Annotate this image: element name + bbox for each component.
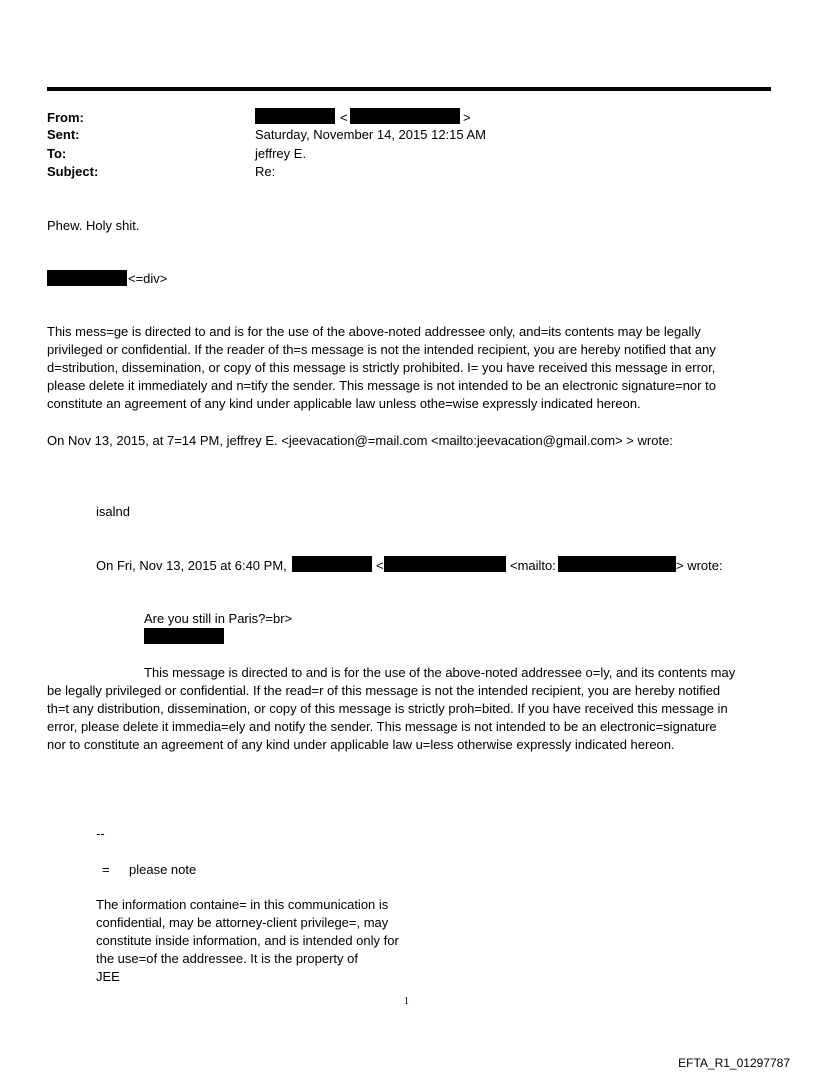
- signature-info-line: The information containe= in this communication is: [96, 897, 389, 912]
- signature-info-line: confidential, may be attorney-client privilege=, may: [96, 915, 389, 930]
- signature-info-line: JEE: [96, 969, 120, 984]
- quote-2-prefix: On Fri, Nov 13, 2015 at 6:40 PM,: [96, 558, 287, 573]
- disclaimer-1-line: please delete it immediately and n=tify the sender. This message is not intended to be an electronic signature=nor to: [47, 378, 716, 393]
- quote-2-body: Are you still in Paris?=br>: [144, 611, 293, 626]
- document-id: EFTA_R1_01297787: [678, 1056, 790, 1070]
- sent-value: Saturday, November 14, 2015 12:15 AM: [255, 127, 487, 142]
- to-value: jeffrey E.: [255, 146, 307, 161]
- subject-label: Subject:: [47, 164, 99, 179]
- from-label: From:: [47, 110, 84, 125]
- reply-text: Phew. Holy shit.: [47, 218, 140, 233]
- redacted-quoted-signature: [144, 628, 224, 644]
- signature-dash: --: [96, 826, 105, 841]
- from-gt: >: [463, 110, 471, 125]
- disclaimer-2-line: be legally privileged or confidential. If the read=r of this message is not the intended recipient, you are hereby notified: [47, 683, 721, 698]
- disclaimer-1-line: privileged or confidential. If the reader of th=s message is not the intended recipient, you are hereby notified that any: [47, 342, 716, 357]
- header-rule: [47, 87, 771, 91]
- from-lt: <: [340, 110, 348, 125]
- redacted-sender-email: [350, 108, 460, 124]
- sent-label: Sent:: [47, 127, 80, 142]
- signature-info: [96, 896, 436, 986]
- disclaimer-1-line: d=stribution, dissemination, or copy of this message is strictly prohibited. I= you have received this message in error,: [47, 360, 716, 375]
- note-bullet: =: [102, 862, 110, 877]
- disclaimer-2-line: th=t any distribution, dissemination, or copy of this message is strictly proh=bited. If you have received this message in: [47, 701, 728, 716]
- disclaimer-2-line: error, please delete it immedia=ely and notify the sender. This message is not intended to be an electronic=signature: [47, 719, 717, 734]
- quote-2-wrote: > wrote:: [676, 558, 723, 573]
- to-label: To:: [47, 146, 67, 161]
- div-tag-text: <=div>: [128, 271, 168, 286]
- disclaimer-1-line: constitute an agreement of any kind under applicable law unless othe=wise expressly indicated hereon.: [47, 396, 641, 411]
- disclaimer-2: [47, 664, 777, 754]
- redacted-quoted-sender-email: [384, 556, 506, 572]
- signature-info-line: constitute inside information, and is intended only for: [96, 933, 399, 948]
- quote-2-mailto: <mailto:: [510, 558, 556, 573]
- disclaimer-1-line: This mess=ge is directed to and is for the use of the above-noted addressee only, and=its contents may be legally: [47, 324, 701, 339]
- redacted-quoted-sender-name: [292, 556, 372, 572]
- disclaimer-1: [47, 323, 777, 413]
- redacted-sender-name: [255, 108, 335, 124]
- redacted-signature-name: [47, 270, 127, 286]
- page-number: 1: [404, 996, 409, 1007]
- note-text: please note: [129, 862, 197, 877]
- subject-value: Re:: [255, 164, 276, 179]
- redacted-quoted-mailto: [558, 556, 676, 572]
- quote-1-header: On Nov 13, 2015, at 7=14 PM, jeffrey E. <jeevacation@=mail.com <mailto:jeevacation@gmail.com> > wrote:: [47, 433, 673, 448]
- disclaimer-2-line: nor to constitute an agreement of any kind under applicable law u=less otherwise expressly indicated hereon.: [47, 737, 675, 752]
- quote-1-body: isalnd: [96, 504, 130, 519]
- disclaimer-2-line: This message is directed to and is for the use of the above-noted addressee o=ly, and its contents may: [144, 665, 736, 680]
- signature-info-line: the use=of the addressee. It is the property of: [96, 951, 358, 966]
- quote-2-lt: <: [376, 558, 384, 573]
